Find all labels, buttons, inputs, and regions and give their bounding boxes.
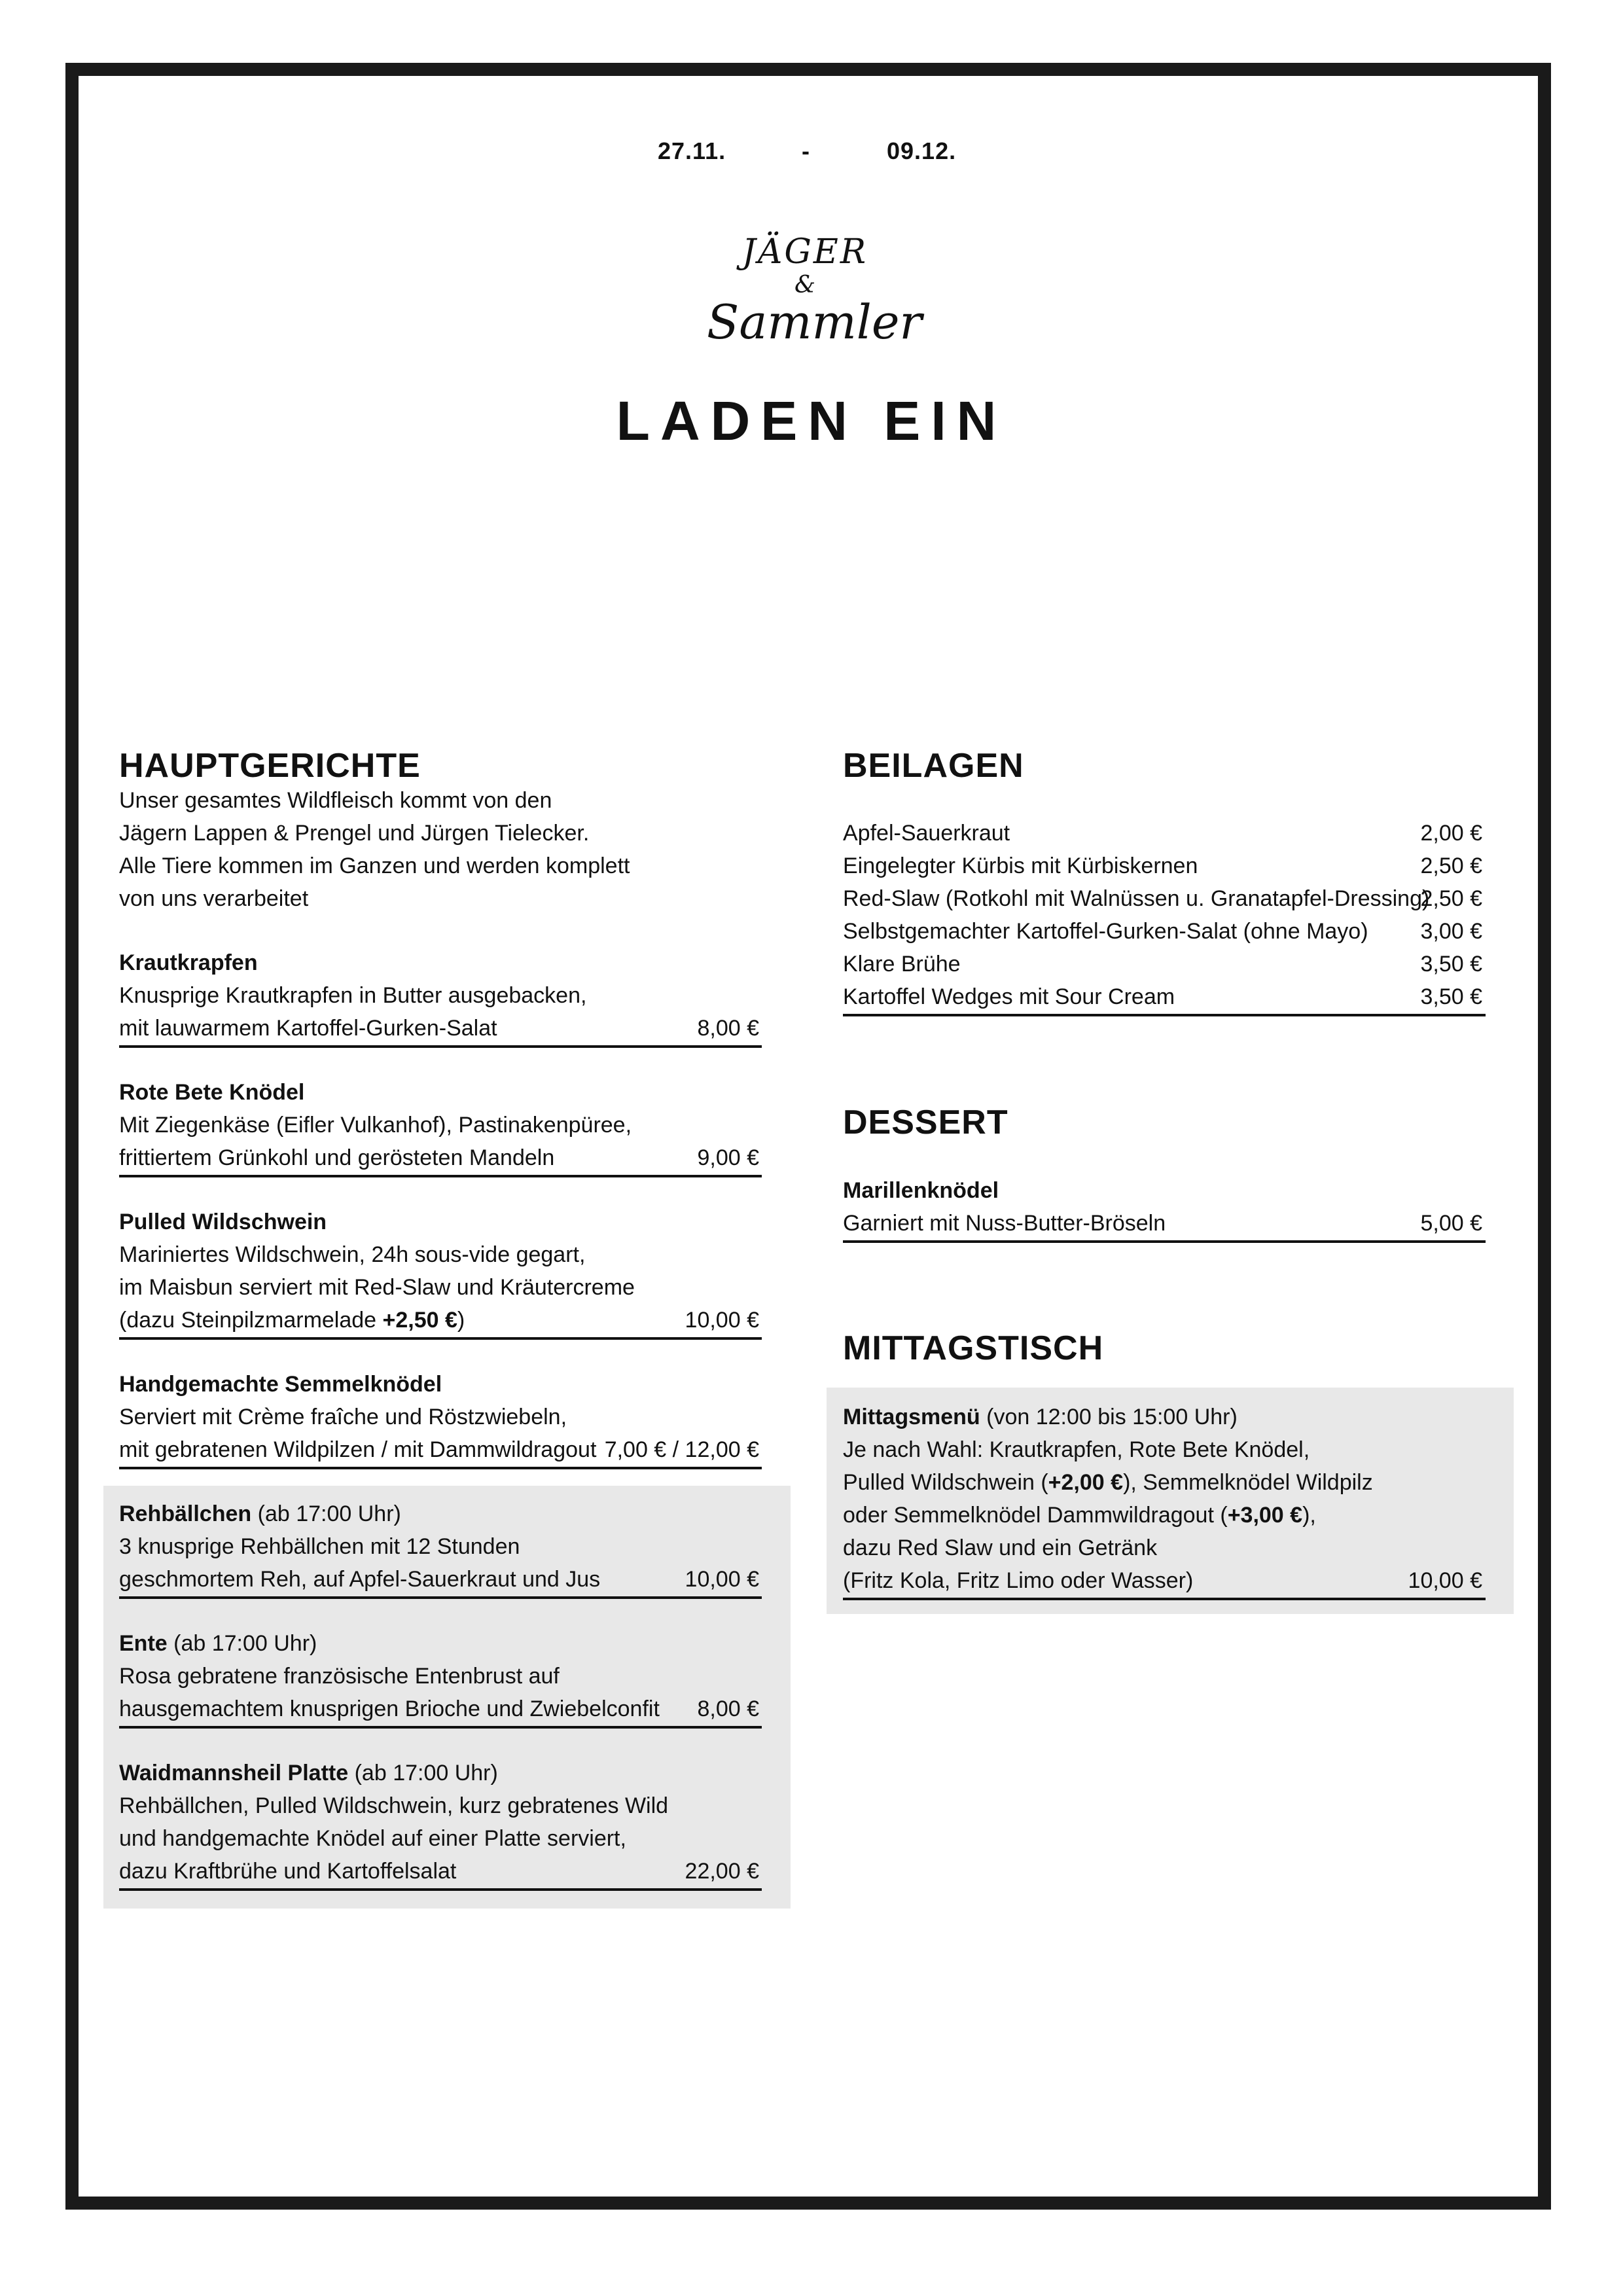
dish-description: dazu Kraftbrühe und Kartoffelsalat <box>119 1859 457 1884</box>
lunch-description: dazu Red Slaw und ein Getränk <box>843 1535 1158 1560</box>
dish-description: Knusprige Krautkrapfen in Butter ausgebacken, <box>119 983 587 1008</box>
dish-description <box>119 1304 465 1336</box>
lunch-text: Pulled Wildschwein ( <box>843 1470 1048 1495</box>
lunch-heading <box>843 1401 1238 1433</box>
dish-name: Rote Bete Knödel <box>119 1080 305 1105</box>
date-to: 09.12. <box>887 137 957 164</box>
addon-price: +3,00 € <box>1227 1503 1303 1528</box>
side-name: Selbstgemachter Kartoffel-Gurken-Salat (ohne Mayo) <box>843 919 1368 944</box>
dessert-price: 5,00 € <box>1420 1211 1482 1236</box>
lunch-description: (Fritz Kola, Fritz Limo oder Wasser) <box>843 1568 1194 1593</box>
dish-price: 7,00 € / 12,00 € <box>604 1437 759 1462</box>
item-divider <box>119 1596 762 1599</box>
side-price: 3,50 € <box>1420 952 1482 977</box>
dish-heading <box>119 1498 401 1530</box>
dish-name: Pulled Wildschwein <box>119 1210 327 1234</box>
dish-description: 3 knusprige Rehbällchen mit 12 Stunden <box>119 1534 520 1559</box>
side-price: 3,50 € <box>1420 984 1482 1009</box>
dish-description: Mit Ziegenkäse (Eifler Vulkanhof), Pastinakenpüree, <box>119 1113 632 1138</box>
dish-description: Rosa gebratene französische Entenbrust auf <box>119 1664 560 1689</box>
dish-price: 9,00 € <box>697 1145 759 1170</box>
lunch-text: ), <box>1302 1503 1316 1528</box>
dish-description: hausgemachtem knusprigen Brioche und Zwiebelconfit <box>119 1696 660 1721</box>
dish-heading <box>119 1627 317 1660</box>
lunch-text: ), Semmelknödel Wildpilz <box>1123 1470 1373 1495</box>
dish-name: Handgemachte Semmelknödel <box>119 1372 442 1397</box>
section-title-mittagstisch: MITTAGSTISCH <box>843 1329 1104 1367</box>
lunch-description <box>843 1466 1373 1499</box>
dish-description: mit gebratenen Wildpilzen / mit Dammwildragout <box>119 1437 597 1462</box>
dish-description: Rehbällchen, Pulled Wildschwein, kurz gebratenes Wild <box>119 1793 669 1818</box>
side-name: Eingelegter Kürbis mit Kürbiskernen <box>843 853 1198 878</box>
dish-description: mit lauwarmem Kartoffel-Gurken-Salat <box>119 1016 497 1041</box>
section-divider <box>843 1598 1486 1600</box>
restaurant-logo <box>707 232 922 353</box>
lunch-description <box>843 1499 1316 1532</box>
dish-price: 22,00 € <box>685 1859 759 1884</box>
dish-price: 8,00 € <box>697 1696 759 1721</box>
section-divider <box>843 1240 1486 1243</box>
side-price: 3,00 € <box>1420 919 1482 944</box>
side-name: Klare Brühe <box>843 952 961 977</box>
dish-description: Serviert mit Crème fraîche und Röstzwiebeln, <box>119 1405 567 1429</box>
dish-description: Mariniertes Wildschwein, 24h sous-vide gegart, <box>119 1242 586 1267</box>
logo-ampersand: & <box>794 272 816 298</box>
addon-price: +2,50 € <box>382 1308 457 1333</box>
dish-name: Ente <box>119 1631 168 1656</box>
section-title-hauptgerichte: HAUPTGERICHTE <box>119 747 421 785</box>
dish-price: 8,00 € <box>697 1016 759 1041</box>
dish-name: Rehbällchen <box>119 1501 252 1526</box>
intro-line: von uns verarbeitet <box>119 886 309 911</box>
date-from: 27.11. <box>658 137 726 164</box>
date-separator: - <box>802 137 810 164</box>
addon-price: +2,00 € <box>1048 1470 1124 1495</box>
item-divider <box>119 1045 762 1048</box>
intro-line: Alle Tiere kommen im Ganzen und werden komplett <box>119 853 630 878</box>
lunch-text: oder Semmelknödel Dammwildragout ( <box>843 1503 1228 1528</box>
addon-close: ) <box>457 1308 465 1333</box>
section-divider <box>843 1014 1486 1016</box>
dish-time-note: (ab 17:00 Uhr) <box>348 1761 498 1785</box>
side-price: 2,50 € <box>1420 886 1482 911</box>
dessert-name: Marillenknödel <box>843 1178 999 1203</box>
dish-description: im Maisbun serviert mit Red-Slaw und Kräutercreme <box>119 1275 635 1300</box>
dish-description: geschmortem Reh, auf Apfel-Sauerkraut und Jus <box>119 1567 601 1592</box>
dish-name: Krautkrapfen <box>119 950 258 975</box>
dish-time-note: (ab 17:00 Uhr) <box>167 1631 317 1656</box>
side-price: 2,50 € <box>1420 853 1482 878</box>
section-title-dessert: DESSERT <box>843 1103 1008 1141</box>
section-title-beilagen: BEILAGEN <box>843 747 1024 785</box>
lunch-price: 10,00 € <box>1408 1568 1482 1593</box>
dessert-description: Garniert mit Nuss-Butter-Bröseln <box>843 1211 1166 1236</box>
dish-name: Waidmannsheil Platte <box>119 1761 349 1785</box>
logo-word-jaeger: JÄGER <box>741 232 868 272</box>
page-title: LADEN EIN <box>616 390 1007 452</box>
date-range <box>0 137 1623 170</box>
dish-time-note: (ab 17:00 Uhr) <box>251 1501 401 1526</box>
addon-text: (dazu Steinpilzmarmelade <box>119 1308 383 1333</box>
intro-line: Jägern Lappen & Prengel und Jürgen Tielecker. <box>119 821 590 846</box>
side-name: Red-Slaw (Rotkohl mit Walnüssen u. Granatapfel-Dressing) <box>843 886 1430 911</box>
side-price: 2,00 € <box>1420 821 1482 846</box>
intro-line: Unser gesamtes Wildfleisch kommt von den <box>119 788 552 813</box>
item-divider <box>119 1726 762 1729</box>
lunch-time-note: (von 12:00 bis 15:00 Uhr) <box>980 1405 1238 1429</box>
logo-word-sammler: Sammler <box>707 295 922 350</box>
dish-description: frittiertem Grünkohl und gerösteten Mandeln <box>119 1145 555 1170</box>
side-name: Apfel-Sauerkraut <box>843 821 1010 846</box>
lunch-description: Je nach Wahl: Krautkrapfen, Rote Bete Knödel, <box>843 1437 1310 1462</box>
dish-heading <box>119 1757 498 1789</box>
item-divider <box>119 1175 762 1177</box>
item-divider <box>119 1888 762 1891</box>
lunch-name: Mittagsmenü <box>843 1405 980 1429</box>
item-divider <box>119 1337 762 1340</box>
side-name: Kartoffel Wedges mit Sour Cream <box>843 984 1175 1009</box>
dish-price: 10,00 € <box>685 1567 759 1592</box>
dish-price: 10,00 € <box>685 1308 759 1333</box>
item-divider <box>119 1467 762 1469</box>
dish-description: und handgemachte Knödel auf einer Platte serviert, <box>119 1826 626 1851</box>
